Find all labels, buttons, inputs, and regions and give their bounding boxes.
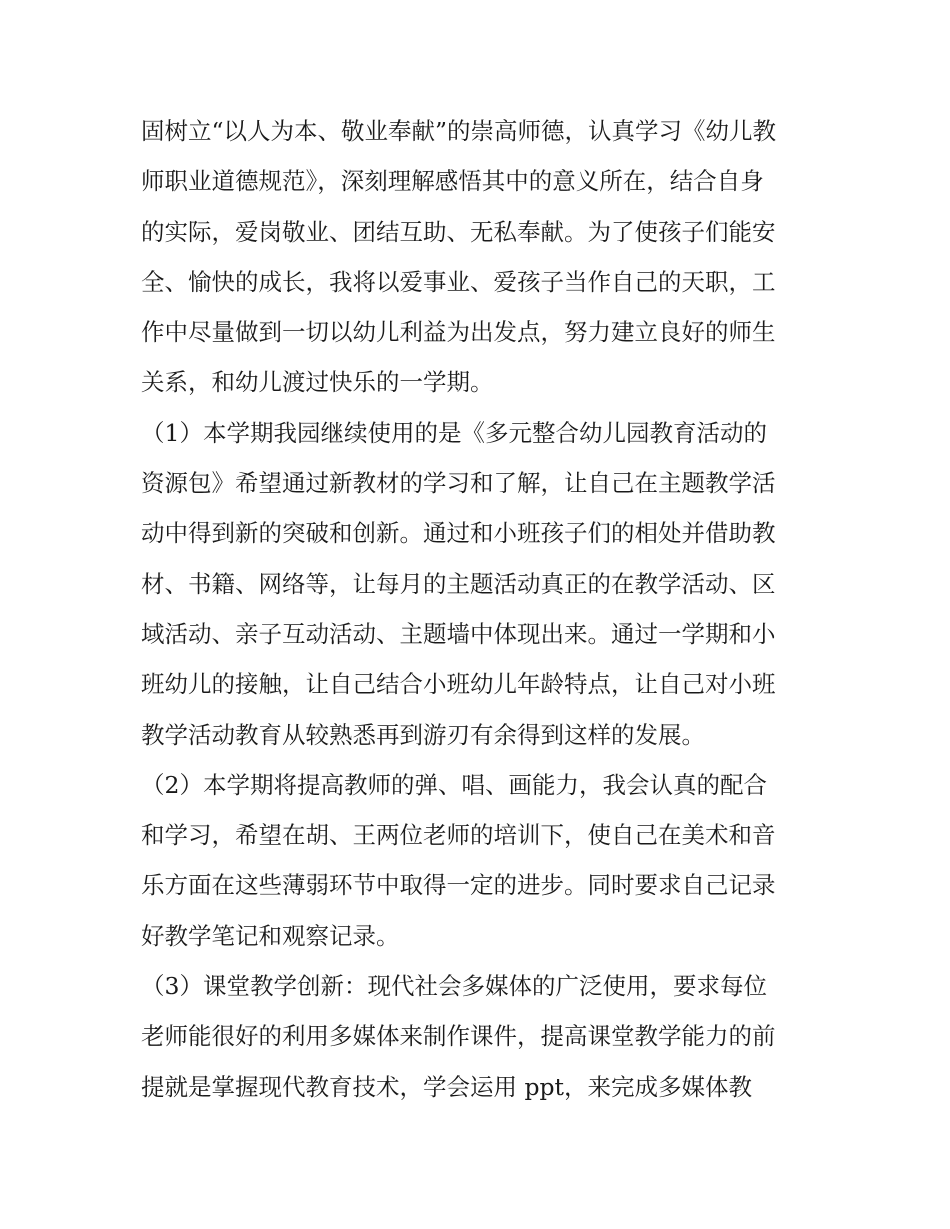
text-line: 资源包》希望通过新教材的学习和了解，让自己在主题教学活: [141, 469, 776, 498]
text-line: 和学习，希望在胡、王两位老师的培训下，使自己在美术和音: [141, 821, 776, 850]
text-line: 班幼儿的接触，让自己结合小班幼儿年龄特点，让自己对小班: [141, 670, 776, 699]
text-line: 乐方面在这些薄弱环节中取得一定的进步。同时要求自己记录: [141, 871, 776, 900]
text-line: 材、书籍、网络等，让每月的主题活动真正的在教学活动、区: [141, 569, 776, 598]
text-line: 域活动、亲子互动活动、主题墙中体现出来。通过一学期和小: [141, 619, 776, 648]
paragraph-3-line: （3）课堂教学创新：现代社会多媒体的广泛使用，要求每位: [141, 972, 767, 1001]
text-line: 固树立“以人为本、敬业奉献”的崇高师德，认真学习《幼儿教: [141, 117, 777, 145]
text-line: 全、愉快的成长，我将以爱事业、爱孩子当作自己的天职，工: [141, 267, 776, 296]
text-line: 师职业道德规范》，深刻理解感悟其中的意义所在，结合自身: [141, 167, 764, 196]
text-line: 提就是掌握现代教育技术，学会运用 ppt，来完成多媒体教: [141, 1072, 752, 1101]
text-line: 老师能很好的利用多媒体来制作课件，提高课堂教学能力的前: [141, 1022, 776, 1051]
paragraph-2-line: （2）本学期将提高教师的弹、唱、画能力，我会认真的配合: [141, 770, 767, 799]
text-line: 关系，和幼儿渡过快乐的一学期。: [141, 368, 494, 397]
paragraph-1-line: （1）本学期我园继续使用的是《多元整合幼儿园教育活动的: [141, 418, 767, 447]
body-text: [141, 106, 811, 1112]
text-line: 的实际，爱岗敬业、团结互助、无私奉献。为了使孩子们能安: [141, 217, 776, 246]
text-line: 教学活动教育从较熟悉再到游刃有余得到这样的发展。: [141, 720, 705, 749]
text-line: 好教学笔记和观察记录。: [141, 921, 400, 950]
text-line: 动中得到新的突破和创新。通过和小班孩子们的相处并借助教: [141, 519, 776, 548]
text-line: 作中尽量做到一切以幼儿利益为出发点，努力建立良好的师生: [141, 318, 776, 347]
